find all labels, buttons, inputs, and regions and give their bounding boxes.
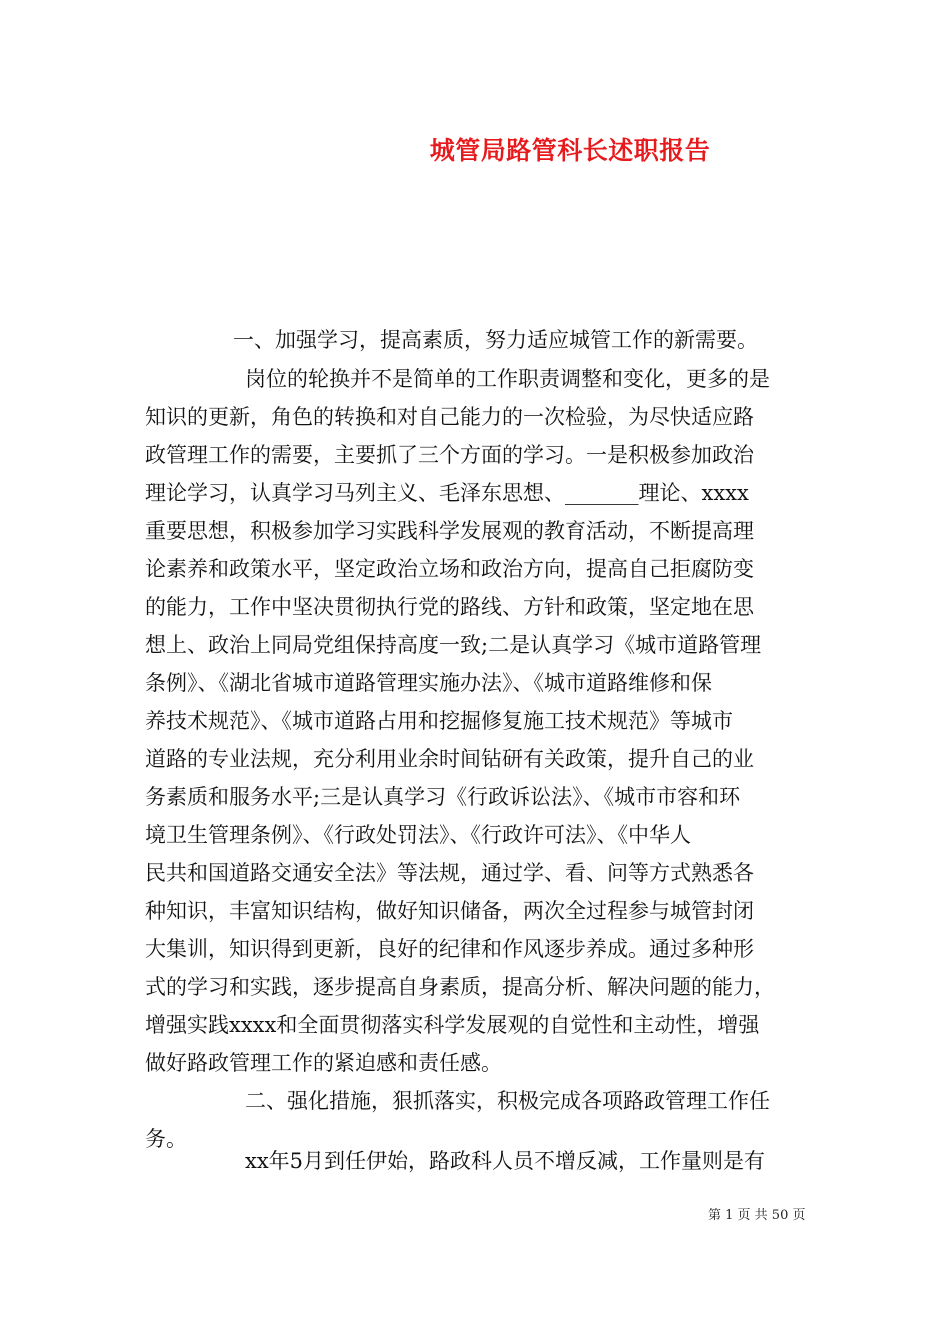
text-line: 知识的更新，角色的转换和对自己能力的一次检验，为尽快适应路	[145, 405, 754, 429]
text-line: xx年5月到任伊始，路政科人员不增反减，工作量则是有	[245, 1149, 766, 1173]
text-line: 政管理工作的需要，主要抓了三个方面的学习。一是积极参加政治	[145, 443, 754, 467]
document-body	[145, 322, 815, 1151]
text-line: 民共和国道路交通安全法》等法规，通过学、看、问等方式熟悉各	[145, 861, 754, 885]
text-line: 境卫生管理条例》、《行政处罚法》、《行政许可法》、《中华人	[145, 823, 691, 847]
document-body-continued	[145, 1143, 815, 1183]
text-line: 种知识，丰富知识结构，做好知识储备，两次全过程参与城管封闭	[145, 899, 754, 923]
text-line: 想上、政治上同局党组保持高度一致;二是认真学习《城市道路管理	[145, 633, 762, 657]
text-line: 养技术规范》、《城市道路占用和挖掘修复施工技术规范》等城市	[145, 709, 733, 733]
text-line: 条例》、《湖北省城市道路管理实施办法》、《城市道路维修和保	[145, 671, 712, 695]
text-line: 论素养和政策水平，坚定政治立场和政治方向，提高自己拒腐防变	[145, 557, 754, 581]
text-line: 务素质和服务水平;三是认真学习《行政诉讼法》、《城市市容和环	[145, 785, 741, 809]
page-number-footer: 第 1 页 共 50 页	[708, 1208, 806, 1223]
text-line: 增强实践xxxx和全面贯彻落实科学发展观的自觉性和主动性，增强	[145, 1013, 760, 1037]
text-line: 务。	[145, 1127, 187, 1151]
text-line: 道路的专业法规，充分利用业余时间钻研有关政策，提升自己的业	[145, 747, 754, 771]
text-line: 大集训，知识得到更新，良好的纪律和作风逐步养成。通过多种形	[145, 937, 754, 961]
text-line: 做好路政管理工作的紧迫感和责任感。	[145, 1051, 502, 1075]
text-line: 重要思想，积极参加学习实践科学发展观的教育活动，不断提高理	[145, 519, 754, 543]
text-line: 一、加强学习，提高素质，努力适应城管工作的新需要。	[233, 328, 758, 352]
text-line: 二、强化措施，狠抓落实，积极完成各项路政管理工作任	[245, 1089, 770, 1113]
text-line: 岗位的轮换并不是简单的工作职责调整和变化，更多的是	[245, 367, 770, 391]
document-title: 城管局路管科长述职报告	[429, 136, 711, 165]
text-line: 的能力，工作中坚决贯彻执行党的路线、方针和政策，坚定地在思	[145, 595, 754, 619]
text-line: 理论学习，认真学习马列主义、毛泽东思想、_______理论、xxxx	[145, 481, 749, 505]
text-line: 式的学习和实践，逐步提高自身素质，提高分析、解决问题的能力，	[145, 975, 775, 999]
